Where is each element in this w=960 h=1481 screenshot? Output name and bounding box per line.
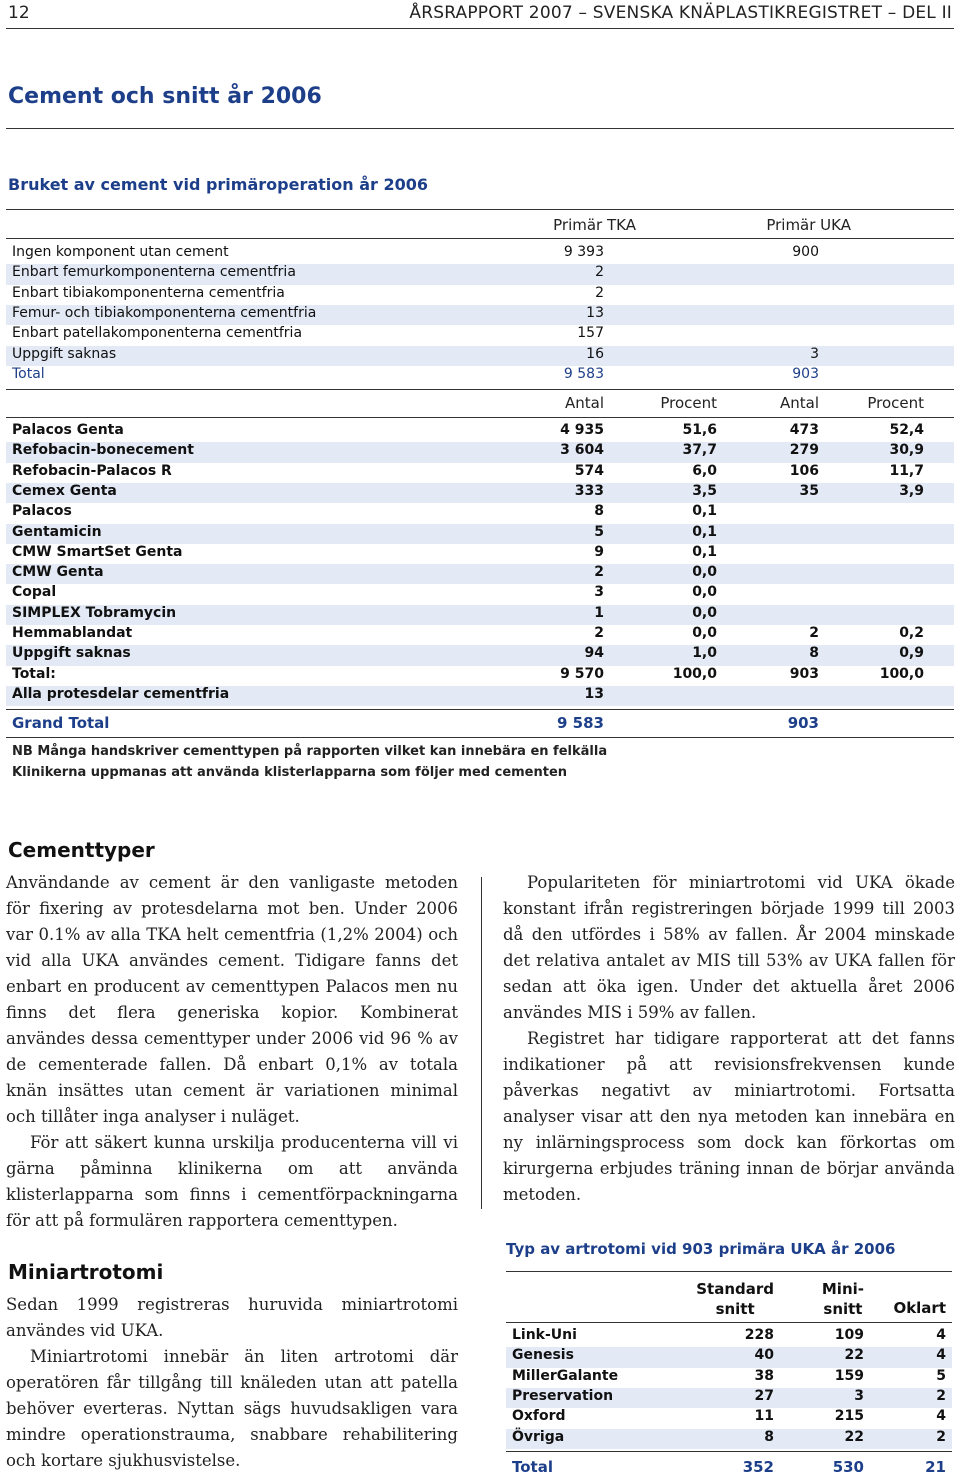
- fixation-total-uka: 903: [792, 365, 819, 382]
- uka-total-row: [506, 1458, 952, 1478]
- brand-uka-procent: 52,4: [889, 422, 924, 438]
- brand-uka-procent: 0,9: [899, 645, 924, 662]
- brand-tka-procent: 51,6: [682, 422, 717, 438]
- brand-tka-antal: 2: [594, 564, 604, 581]
- fixation-tka: 16: [586, 345, 604, 362]
- brand-tka-procent: 0,0: [692, 604, 717, 621]
- uka-row-label: Genesis: [512, 1347, 574, 1364]
- uka-total-standard: 352: [742, 1458, 774, 1476]
- fixation-uka: 900: [792, 244, 819, 260]
- subheader-procent-uka: Procent: [867, 394, 924, 412]
- brand-label: Palacos Genta: [12, 422, 124, 438]
- brand-tka-procent: 0,1: [692, 503, 717, 520]
- cementtyper-text: [6, 870, 458, 1234]
- brand-tka-procent: 1,0: [692, 645, 717, 662]
- brand-row: [6, 564, 954, 584]
- brand-tka-procent: 6,0: [692, 462, 717, 479]
- right-paragraph-2: Registret har tidigare rapporterat att det fanns indikationer på att revisionsfrekvensen kunde påverkas negativt av miniartrotomi. Fortsatta analyser visar att den nya metoden kan innebära en ny inlärningsprocess som dock kan förkortas om kirurgerna erbjudes träning innan de börjar använda metoden.: [503, 1029, 955, 1204]
- brand-label: SIMPLEX Tobramycin: [12, 604, 177, 621]
- miniartrotomi-heading: Miniartrotomi: [8, 1260, 164, 1284]
- uka-row-mini: 22: [844, 1347, 864, 1364]
- brand-tka-antal: 8: [594, 503, 604, 520]
- brand-uka-antal: 473: [789, 422, 819, 438]
- uka-row-oklart: 2: [936, 1428, 946, 1445]
- brand-row: [6, 584, 954, 604]
- brand-row: [6, 483, 954, 503]
- brand-label: Cemex Genta: [12, 482, 117, 499]
- uka-row-standard: 8: [764, 1428, 774, 1445]
- uka-header-rule: [506, 1322, 952, 1323]
- uka-total-rule: [506, 1451, 952, 1452]
- brand-tka-procent: 0,1: [692, 523, 717, 540]
- fixation-total-label: Total: [12, 365, 45, 382]
- brand-label: Total:: [12, 665, 56, 682]
- brand-tka-procent: 0,0: [692, 564, 717, 581]
- brand-tka-antal: 1: [594, 604, 604, 621]
- brand-label: Gentamicin: [12, 523, 102, 540]
- uka-row-label: Preservation: [512, 1387, 614, 1404]
- uka-row-mini: 109: [834, 1327, 864, 1343]
- uka-row-label: MillerGalante: [512, 1367, 619, 1384]
- miniartrotomi-paragraph-2: Miniartrotomi innebär än liten artrotomi där operatören får tillgång till knäleden utan att patella behöver everteras. Nyttan sägs huvudsakligen vara mindre operationstrauma, snabbare rehabilitering och kortare sjukhusvistelse.: [6, 1347, 458, 1470]
- fixation-total-tka: 9 583: [563, 365, 604, 382]
- uka-row-mini: 159: [834, 1367, 864, 1384]
- brand-row: [6, 666, 954, 686]
- uka-row-standard: 40: [754, 1347, 774, 1364]
- brand-label: CMW SmartSet Genta: [12, 543, 183, 560]
- brand-uka-antal: 903: [789, 665, 819, 682]
- uka-row: [506, 1347, 952, 1367]
- brand-row: [6, 605, 954, 625]
- fixation-label: Enbart patellakomponenterna cementfria: [12, 325, 303, 342]
- grand-total-tka: 9 583: [557, 714, 604, 732]
- brand-label: Refobacin-bonecement: [12, 442, 194, 459]
- brand-tka-antal: 2: [594, 625, 604, 641]
- uka-row-mini: 215: [834, 1408, 864, 1425]
- brand-tka-antal: 5: [594, 523, 604, 540]
- brand-row: [6, 442, 954, 462]
- page-header: [0, 0, 960, 28]
- uka-row-oklart: 2: [936, 1387, 946, 1404]
- miniartrotomi-text: [6, 1292, 458, 1474]
- uka-row: [506, 1408, 952, 1428]
- fixation-row: [6, 346, 954, 366]
- subheader-antal-uka: Antal: [779, 394, 819, 412]
- uka-row-standard: 228: [744, 1327, 774, 1343]
- brand-tka-procent: 0,0: [692, 584, 717, 601]
- brand-uka-antal: 106: [789, 462, 819, 479]
- cementtyper-paragraph-2: För att säkert kunna urskilja producenterna vill vi gärna påminna klinikerna om att använda klisterlapparna som finns i cementförpackningarna för att på formulären rapportera cementtypen.: [6, 1133, 458, 1230]
- fixation-label: Enbart tibiakomponenterna cementfria: [12, 284, 285, 301]
- header-rule-2: [6, 238, 954, 239]
- brand-tka-antal: 3 604: [560, 442, 604, 459]
- uka-row-mini: 3: [854, 1387, 864, 1404]
- right-paragraph-1: Populariteten för miniartrotomi vid UKA ökade konstant ifrån registreringen började 1999 till 2003 då den utfördes i 58% av fallen. År 2004 minskade det relativa antalet av MIS till 53% av UKA fallen för sedan att öka igen. Under det aktuella året 2006 användes MIS i 59% av fallen.: [503, 873, 955, 1022]
- uka-header-standard: [696, 1279, 774, 1319]
- uka-header-standard-line2: snitt: [715, 1300, 755, 1318]
- subheader-antal-tka: Antal: [564, 394, 604, 412]
- brand-row: [6, 625, 954, 645]
- brand-row: [6, 645, 954, 665]
- uka-header-row: [506, 1279, 952, 1321]
- brand-uka-procent: 100,0: [879, 665, 924, 682]
- grand-total-row: [6, 714, 954, 734]
- fixation-bottom-rule: [6, 389, 954, 390]
- brand-tka-antal: 94: [584, 645, 604, 662]
- fixation-tka: 157: [577, 325, 604, 342]
- brand-tka-antal: 4 935: [560, 422, 604, 438]
- uka-header-mini-line1: Mini-: [821, 1280, 864, 1298]
- uka-total-mini: 530: [832, 1458, 864, 1476]
- brand-row: [6, 463, 954, 483]
- brand-uka-procent: 0,2: [899, 625, 924, 641]
- brand-tka-procent: 3,5: [692, 482, 717, 499]
- fixation-label: Femur- och tibiakomponenterna cementfria: [12, 304, 317, 321]
- grand-total-uka: 903: [787, 714, 819, 732]
- brand-label: Uppgift saknas: [12, 645, 131, 662]
- brand-bottom-rule: [6, 709, 954, 710]
- section-rule: [6, 128, 954, 129]
- grand-total-label: Grand Total: [12, 714, 110, 732]
- brand-tka-antal: 13: [584, 685, 604, 702]
- brand-uka-antal: 2: [809, 625, 819, 641]
- uka-row-oklart: 5: [936, 1367, 946, 1384]
- uka-total-label: Total: [512, 1458, 553, 1476]
- brand-tka-antal: 333: [574, 482, 604, 499]
- uka-row-oklart: 4: [936, 1327, 946, 1343]
- fixation-row: [6, 285, 954, 305]
- uka-header-standard-line1: Standard: [696, 1280, 774, 1298]
- uka-row-oklart: 4: [936, 1408, 946, 1425]
- brand-label: Refobacin-Palacos R: [12, 462, 172, 479]
- brand-uka-procent: 30,9: [889, 442, 924, 459]
- brand-tka-antal: 3: [594, 584, 604, 601]
- subheader-procent-tka: Procent: [660, 394, 717, 412]
- header-primar-uka: Primär UKA: [766, 216, 851, 234]
- sub-header-row: [6, 394, 954, 414]
- uka-header-mini-line2: snitt: [823, 1300, 863, 1318]
- fixation-tka: 2: [595, 284, 604, 301]
- right-column-text: [503, 870, 955, 1208]
- brand-tka-procent: 37,7: [682, 442, 717, 459]
- note-line-1: NB Många handskriver cementtypen på rapporten vilket kan innebära en felkälla: [12, 744, 608, 759]
- brand-tka-procent: 100,0: [672, 665, 717, 682]
- uka-row-label: Link-Uni: [512, 1327, 577, 1343]
- uka-row: [506, 1429, 952, 1449]
- fixation-label: Uppgift saknas: [12, 345, 117, 362]
- uka-row-standard: 11: [754, 1408, 774, 1425]
- cement-table-caption: Bruket av cement vid primäroperation år 2006: [8, 175, 429, 194]
- brand-row: [6, 422, 954, 442]
- uka-table-caption: Typ av artrotomi vid 903 primära UKA år 2006: [506, 1240, 896, 1258]
- fixation-tka: 9 393: [563, 244, 604, 260]
- table-bottom-rule: [6, 737, 954, 738]
- brand-label: Palacos: [12, 503, 72, 520]
- brand-label: Copal: [12, 584, 57, 601]
- brand-uka-procent: 3,9: [899, 482, 924, 499]
- fixation-row: [6, 305, 954, 325]
- header-rule: [6, 28, 954, 29]
- brand-label: Hemmablandat: [12, 625, 133, 641]
- report-title: ÅRSRAPPORT 2007 – SVENSKA KNÄPLASTIKREGISTRET – DEL II: [409, 3, 952, 23]
- fixation-row: [6, 264, 954, 284]
- fixation-tka: 13: [586, 304, 604, 321]
- uka-header-mini: [822, 1279, 864, 1319]
- brand-label: Alla protesdelar cementfria: [12, 685, 230, 702]
- brand-tka-procent: 0,1: [692, 543, 717, 560]
- brand-uka-antal: 35: [799, 482, 819, 499]
- brand-tka-antal: 574: [574, 462, 604, 479]
- brand-row: [6, 544, 954, 564]
- miniartrotomi-paragraph-1: Sedan 1999 registreras huruvida miniartrotomi användes vid UKA.: [6, 1295, 458, 1340]
- fixation-row: [6, 325, 954, 345]
- cementtyper-paragraph-1: Användande av cement är den vanligaste metoden för fixering av protesdelarna mot ben. Under 2006 var 0.1% av alla TKA helt cementfria (1,2% 2004) och vid alla UKA användes cement. Tidigare fanns det enbart en producent av cementtypen Palacos men nu finns det flera generiska kopior. Kombinerat användes dessa cementtyper under 2006 vid 96 % av de cementerade fallen. Då enbart 0,1% av totala knän insättes utan cement är variationen minimal och tillåter inga analyser i nuläget.: [6, 873, 458, 1126]
- note-line-2: Klinikerna uppmanas att använda klisterlapparna som följer med cementen: [12, 765, 568, 780]
- uka-row: [506, 1327, 952, 1347]
- brand-row: [6, 503, 954, 523]
- brand-row: [6, 686, 954, 706]
- brand-row: [6, 524, 954, 544]
- table-top-rule: [6, 209, 954, 210]
- brand-tka-antal: 9: [594, 543, 604, 560]
- uka-row-label: Övriga: [512, 1428, 565, 1445]
- section-title: Cement och snitt år 2006: [8, 84, 322, 109]
- header-primar-tka: Primär TKA: [553, 216, 636, 234]
- page-number: 12: [8, 3, 30, 23]
- brand-label: CMW Genta: [12, 564, 104, 581]
- cementtyper-heading: Cementtyper: [8, 838, 155, 862]
- uka-row-mini: 22: [844, 1428, 864, 1445]
- brand-tka-procent: 0,0: [692, 625, 717, 641]
- uka-row: [506, 1368, 952, 1388]
- fixation-label: Enbart femurkomponenterna cementfria: [12, 264, 296, 281]
- uka-total-oklart: 21: [925, 1458, 946, 1476]
- uka-row-standard: 38: [754, 1367, 774, 1384]
- fixation-total-row: [6, 366, 954, 386]
- brand-uka-antal: 279: [789, 442, 819, 459]
- column-divider: [481, 877, 482, 1209]
- fixation-uka: 3: [810, 345, 819, 362]
- uka-row: [506, 1388, 952, 1408]
- fixation-label: Ingen komponent utan cement: [12, 244, 229, 260]
- uka-top-rule: [506, 1271, 952, 1272]
- brand-tka-antal: 9 570: [560, 665, 604, 682]
- uka-row-label: Oxford: [512, 1408, 566, 1425]
- uka-header-oklart: Oklart: [893, 1299, 946, 1317]
- group-header-row: [6, 216, 954, 236]
- subheader-rule: [6, 417, 954, 418]
- brand-uka-procent: 11,7: [889, 462, 924, 479]
- fixation-row: [6, 244, 954, 264]
- uka-row-oklart: 4: [936, 1347, 946, 1364]
- brand-uka-antal: 8: [809, 645, 819, 662]
- fixation-tka: 2: [595, 264, 604, 281]
- uka-row-standard: 27: [754, 1387, 774, 1404]
